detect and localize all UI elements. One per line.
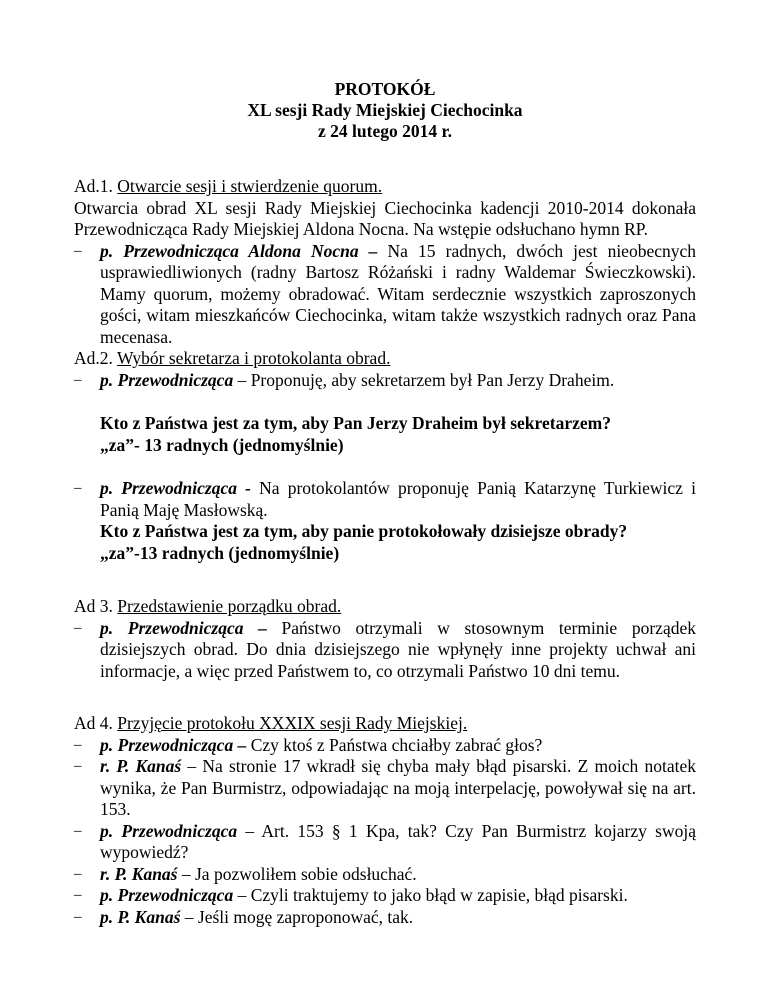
dash-bullet: –	[74, 822, 82, 839]
list-item	[74, 821, 696, 864]
section-title: Przedstawienie porządku obrad.	[117, 596, 342, 616]
speaker-name: p. Przewodnicząca	[100, 369, 234, 390]
speech-text: – Czyli traktujemy to jako błąd w zapisie, błąd pisarski.	[233, 885, 628, 905]
list-item	[74, 735, 696, 757]
list-item	[74, 885, 696, 907]
list-item	[74, 370, 696, 392]
vote-block-2	[74, 521, 696, 564]
section-heading	[74, 348, 696, 370]
vote-block-1	[74, 413, 696, 456]
section-heading	[74, 713, 696, 735]
list-item	[74, 756, 696, 821]
title-line-2: XL sesji Rady Miejskiej Ciechocinka	[247, 100, 523, 120]
section-number: Ad.1.	[74, 176, 118, 196]
speech-text: Państwo otrzymali w stosownym terminie porządek dzisiejszych obrad. Do dnia dzisiejszego nie wpłynęły inne projekty uchwał ani informacje, a więc przed Państwem to, co otrzymali Państwo 10 dni temu.	[100, 617, 696, 681]
speech-text: Na 15 radnych, dwóch jest nieobecnych usprawiedliwionych (radny Bartosz Różański i radny Waldemar Świeczkowski). Mamy quorum, możemy obradować. Witam serdecznie wszystkich zaproszonych gości, witam mieszkańców Ciechocinka, witam także wszystkich radnych oraz Pana mecenasa.	[100, 240, 697, 347]
title-line-3: z 24 lutego 2014 r.	[318, 121, 452, 141]
speech-text: – Jeśli mogę zaproponować, tak.	[180, 906, 414, 927]
list-item	[74, 478, 696, 521]
speech-text: – Ja pozwoliłem sobie odsłuchać.	[177, 863, 417, 884]
speaker-name: p. Przewodnicząca –	[100, 734, 247, 755]
speech-text: Na protokolantów proponuję Panią Katarzynę Turkiewicz i Panią Maję Masłowską.	[100, 478, 696, 520]
speaker-name: p. Przewodnicząca	[100, 885, 234, 905]
section-number: Ad 3.	[74, 596, 118, 616]
speaker-name: p. Przewodnicząca Aldona Nocna –	[100, 240, 378, 261]
speech-text: – Na stronie 17 wkradł się chyba mały błąd pisarski. Z moich notatek wynika, że Pan Burmistrz, odpowiadając na moją interpelację, powoływał się na art. 153.	[100, 756, 696, 819]
dash-bullet: –	[74, 480, 82, 496]
speaker-name: r. P. Kanaś	[100, 863, 178, 884]
speaker-name: r. P. Kanaś	[100, 756, 182, 776]
section-ad2-item2	[74, 478, 696, 521]
speaker-name: p. Przewodnicząca –	[100, 617, 267, 638]
dash-bullet: –	[74, 758, 82, 774]
dash-bullet: –	[74, 736, 82, 753]
dash-bullet: –	[74, 908, 82, 925]
speaker-name: p. P. Kanaś	[100, 906, 181, 927]
section-number: Ad 4.	[74, 713, 118, 733]
dash-bullet: –	[74, 371, 82, 388]
section-heading	[74, 596, 696, 618]
speaker-name: p. Przewodnicząca	[100, 820, 238, 841]
list-item	[74, 864, 696, 886]
dash-bullet: –	[74, 887, 82, 903]
speech-text: – Art. 153 § 1 Kpa, tak? Czy Pan Burmistrz kojarzy swoją wypowiedź?	[100, 820, 696, 862]
speech-text: Czy ktoś z Państwa chciałby zabrać głos?	[246, 734, 543, 755]
section-title: Wybór sekretarza i protokolanta obrad.	[116, 348, 391, 368]
document-title	[74, 79, 696, 142]
speech-text: – Proponuję, aby sekretarzem był Pan Jerzy Draheim.	[233, 369, 615, 390]
title-line-1: PROTOKÓŁ	[334, 79, 436, 99]
section-ad2	[74, 348, 696, 391]
section-ad4	[74, 713, 696, 928]
dash-bullet: –	[74, 242, 82, 259]
dash-bullet: –	[74, 619, 82, 636]
section-title: Przyjęcie protokołu XXXIX sesji Rady Miejskiej.	[117, 713, 468, 733]
vote-result: „za”-13 radnych (jednomyślnie)	[100, 542, 340, 563]
section-number: Ad.2.	[74, 348, 117, 368]
list-item	[74, 907, 696, 929]
section-heading	[74, 176, 696, 198]
vote-question: Kto z Państwa jest za tym, aby Pan Jerzy Draheim był sekretarzem?	[100, 413, 611, 433]
section-title: Otwarcie sesji i stwierdzenie quorum.	[117, 176, 383, 196]
vote-result: „za”- 13 radnych (jednomyślnie)	[100, 434, 344, 455]
section-ad1	[74, 176, 696, 348]
paragraph: Otwarcia obrad XL sesji Rady Miejskiej Ciechocinka kadencji 2010-2014 dokonała Przewodnicząca Rady Miejskiej Aldona Nocna. Na wstępie odsłuchano hymn RP.	[74, 197, 696, 239]
speaker-name: p. Przewodnicząca -	[100, 478, 251, 498]
list-item	[74, 241, 696, 349]
section-ad3	[74, 596, 696, 682]
vote-question: Kto z Państwa jest za tym, aby panie protokołowały dzisiejsze obrady?	[100, 521, 628, 541]
list-item	[74, 618, 696, 683]
dash-bullet: –	[74, 865, 82, 882]
